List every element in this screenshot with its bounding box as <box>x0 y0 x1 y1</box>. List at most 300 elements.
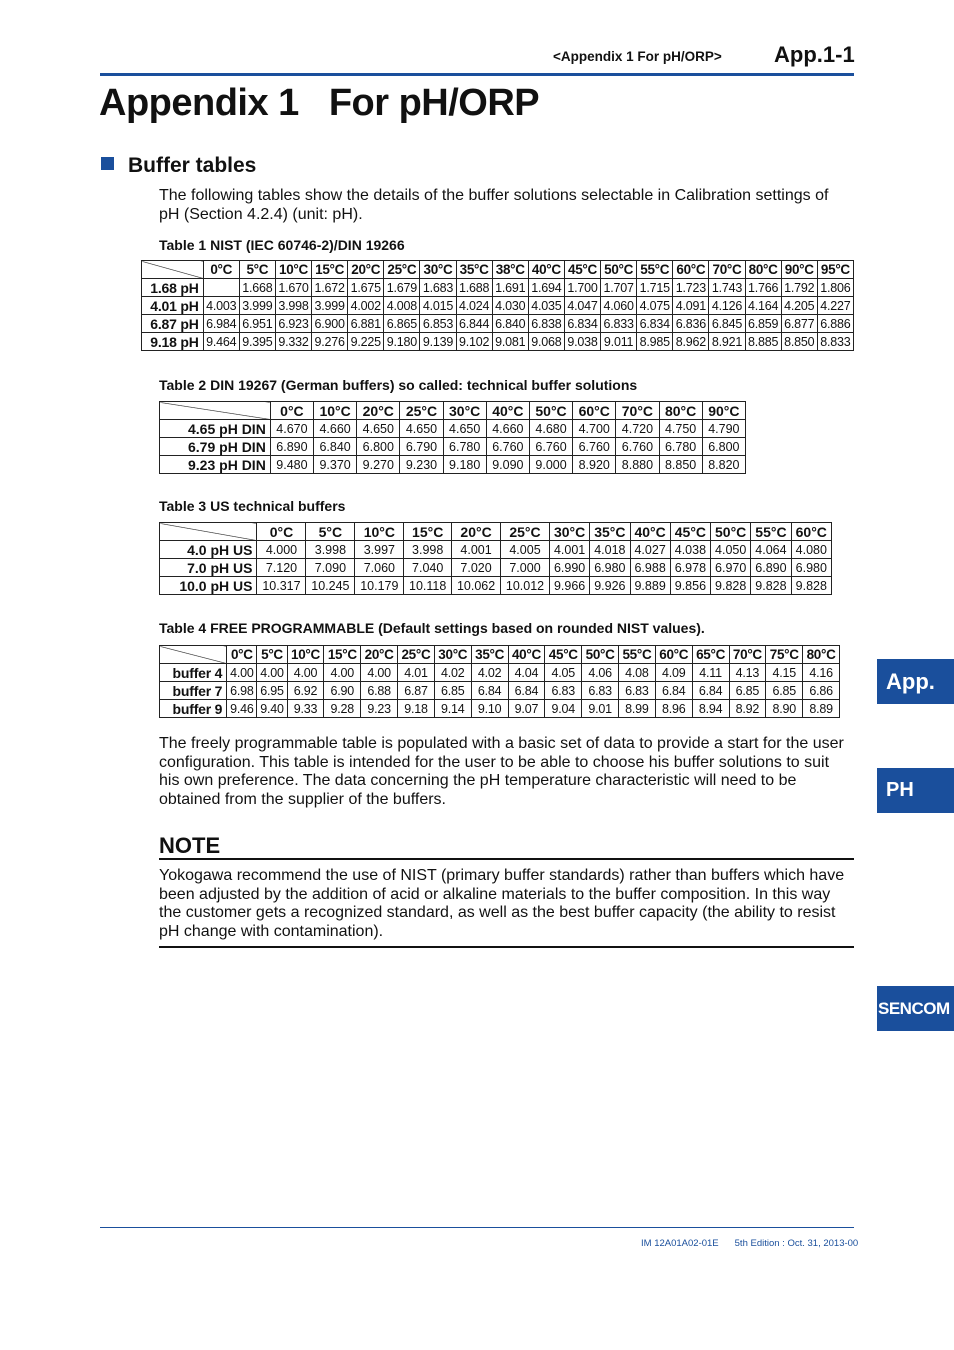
table-cell: 6.890 <box>270 438 313 456</box>
table-cell: 9.090 <box>486 456 529 474</box>
header-section-label: <Appendix 1 For pH/ORP> <box>553 49 722 64</box>
table-row <box>160 420 746 438</box>
table-cell: 9.276 <box>312 333 348 351</box>
table-cell: 8.885 <box>745 333 781 351</box>
table-cell: 6.840 <box>314 438 357 456</box>
column-header: 30°C <box>420 261 456 279</box>
table-cell: 6.838 <box>528 315 564 333</box>
column-header: 25°C <box>400 402 443 420</box>
column-header: 25°C <box>501 523 550 541</box>
table-cell: 4.000 <box>257 541 306 559</box>
table-cell: 4.091 <box>673 297 709 315</box>
table-cell: 9.10 <box>471 700 508 718</box>
column-header: 50°C <box>711 523 751 541</box>
table-cell: 6.760 <box>486 438 529 456</box>
column-header: 70°C <box>729 646 766 664</box>
note-rule-bottom <box>159 946 854 948</box>
column-header: 55°C <box>619 646 656 664</box>
table3-caption: Table 3 US technical buffers <box>159 498 346 514</box>
table-cell: 6.85 <box>434 682 471 700</box>
table-cell: 9.07 <box>508 700 545 718</box>
table-cell: 3.999 <box>239 297 275 315</box>
table-cell: 1.691 <box>492 279 528 297</box>
table-cell: 8.880 <box>616 456 659 474</box>
table-cell: 6.853 <box>420 315 456 333</box>
column-header: 90°C <box>702 402 745 420</box>
table-row <box>160 682 840 700</box>
table-cell: 6.980 <box>791 559 831 577</box>
table-cell: 8.850 <box>659 456 702 474</box>
table-cell: 9.395 <box>239 333 275 351</box>
table-cell: 6.780 <box>659 438 702 456</box>
table-cell: 7.020 <box>452 559 501 577</box>
column-header: 95°C <box>817 261 853 279</box>
table-cell: 1.688 <box>456 279 492 297</box>
table-cell: 6.760 <box>529 438 572 456</box>
table-cell: 4.06 <box>582 664 619 682</box>
table-cell: 6.865 <box>384 315 420 333</box>
intro-paragraph: The following tables show the details of the buffer solutions selectable in Calibration settings of pH (Section 4.2.4) (unit: pH). <box>159 187 829 223</box>
table-cell: 4.075 <box>637 297 673 315</box>
column-header: 90°C <box>781 261 817 279</box>
row-label: 9.23 pH DIN <box>160 456 271 474</box>
table-cell <box>203 279 239 297</box>
column-header: 60°C <box>673 261 709 279</box>
row-label: buffer 4 <box>160 664 227 682</box>
row-label: 9.18 pH <box>142 333 204 351</box>
table-cell: 4.008 <box>384 297 420 315</box>
table-cell: 9.464 <box>203 333 239 351</box>
table-cell: 4.001 <box>549 541 589 559</box>
table-cell: 4.720 <box>616 420 659 438</box>
table-cell: 6.836 <box>673 315 709 333</box>
table-cell: 4.15 <box>766 664 803 682</box>
table-cell: 4.064 <box>751 541 791 559</box>
table-cell: 9.04 <box>545 700 582 718</box>
table-cell: 9.230 <box>400 456 443 474</box>
table-cell: 4.680 <box>529 420 572 438</box>
footer-rule <box>100 1227 854 1228</box>
table-cell: 9.828 <box>791 577 831 595</box>
table-cell: 1.743 <box>709 279 745 297</box>
table-cell: 10.012 <box>501 577 550 595</box>
column-header: 45°C <box>545 646 582 664</box>
table-row <box>160 577 832 595</box>
table-cell: 4.00 <box>361 664 398 682</box>
table-cell: 4.027 <box>630 541 670 559</box>
note-rule-top <box>159 858 854 860</box>
column-header: 30°C <box>549 523 589 541</box>
table-cell: 4.09 <box>655 664 692 682</box>
table-row <box>160 541 832 559</box>
table-row <box>142 297 854 315</box>
table-cell: 4.060 <box>601 297 637 315</box>
table-cell: 6.980 <box>590 559 630 577</box>
table-cell: 4.670 <box>270 420 313 438</box>
column-header: 38°C <box>492 261 528 279</box>
column-header: 35°C <box>456 261 492 279</box>
row-label: 1.68 pH <box>142 279 204 297</box>
table-cell: 7.000 <box>501 559 550 577</box>
column-header: 0°C <box>203 261 239 279</box>
table-cell: 4.00 <box>257 664 287 682</box>
footer-doc-id: IM 12A01A02-01E <box>641 1238 719 1249</box>
table-cell: 7.040 <box>404 559 452 577</box>
column-header: 40°C <box>486 402 529 420</box>
table-cell: 9.828 <box>711 577 751 595</box>
table-cell: 4.003 <box>203 297 239 315</box>
table-cell: 6.83 <box>582 682 619 700</box>
table-cell: 6.84 <box>692 682 729 700</box>
column-header: 0°C <box>227 646 257 664</box>
column-header: 80°C <box>745 261 781 279</box>
table-cell: 6.95 <box>257 682 287 700</box>
table-cell: 4.02 <box>434 664 471 682</box>
table-cell: 6.988 <box>630 559 670 577</box>
table-cell: 9.889 <box>630 577 670 595</box>
table-cell: 8.921 <box>709 333 745 351</box>
table-cell: 4.00 <box>227 664 257 682</box>
table-row <box>142 333 854 351</box>
table-row <box>160 664 840 682</box>
column-header: 30°C <box>443 402 486 420</box>
table-cell: 8.985 <box>637 333 673 351</box>
table-cell: 1.723 <box>673 279 709 297</box>
column-header: 75°C <box>766 646 803 664</box>
table-cell: 9.926 <box>590 577 630 595</box>
table-cell: 8.820 <box>702 456 745 474</box>
row-label: 10.0 pH US <box>160 577 257 595</box>
table-cell: 4.205 <box>781 297 817 315</box>
table-cell: 6.88 <box>361 682 398 700</box>
table-cell: 6.83 <box>619 682 656 700</box>
table-cell: 8.850 <box>781 333 817 351</box>
table-cell: 9.33 <box>287 700 324 718</box>
table-cell: 4.030 <box>492 297 528 315</box>
table-row <box>160 456 746 474</box>
column-header: 10°C <box>314 402 357 420</box>
table-cell: 6.877 <box>781 315 817 333</box>
table-cell: 9.46 <box>227 700 257 718</box>
table-cell: 6.98 <box>227 682 257 700</box>
table-cell: 7.120 <box>257 559 306 577</box>
square-bullet-icon <box>101 157 114 170</box>
table-cell: 6.845 <box>709 315 745 333</box>
column-header: 5°C <box>306 523 355 541</box>
table-cell: 6.87 <box>398 682 435 700</box>
table-row <box>160 559 832 577</box>
table-cell: 6.833 <box>601 315 637 333</box>
table-cell: 4.790 <box>702 420 745 438</box>
table-cell: 8.962 <box>673 333 709 351</box>
table-cell: 8.94 <box>692 700 729 718</box>
table-cell: 1.715 <box>637 279 673 297</box>
page-title <box>99 82 539 125</box>
table-cell: 1.766 <box>745 279 781 297</box>
table-cell: 4.05 <box>545 664 582 682</box>
table-cell: 6.760 <box>616 438 659 456</box>
table-cell: 1.679 <box>384 279 420 297</box>
column-header: 55°C <box>751 523 791 541</box>
table-cell: 6.886 <box>817 315 853 333</box>
table-cell: 9.332 <box>275 333 311 351</box>
table-cell: 8.92 <box>729 700 766 718</box>
table-cell: 8.90 <box>766 700 803 718</box>
table-cell: 4.00 <box>287 664 324 682</box>
table-cell: 4.038 <box>670 541 710 559</box>
table-cell: 6.790 <box>400 438 443 456</box>
table-cell: 4.650 <box>357 420 400 438</box>
row-label: 4.65 pH DIN <box>160 420 271 438</box>
row-label: 4.0 pH US <box>160 541 257 559</box>
table-corner-cell <box>160 523 257 541</box>
table-free-programmable <box>159 645 840 718</box>
table-cell: 10.118 <box>404 577 452 595</box>
column-header: 65°C <box>692 646 729 664</box>
column-header: 60°C <box>573 402 616 420</box>
table-cell: 6.90 <box>324 682 361 700</box>
side-tab-ph[interactable]: PH <box>877 768 954 813</box>
row-label: buffer 9 <box>160 700 227 718</box>
table-cell: 4.650 <box>443 420 486 438</box>
table-cell: 3.998 <box>404 541 452 559</box>
column-header: 50°C <box>601 261 637 279</box>
table-cell: 9.828 <box>751 577 791 595</box>
table-cell: 9.139 <box>420 333 456 351</box>
column-header: 40°C <box>630 523 670 541</box>
table-cell: 8.96 <box>655 700 692 718</box>
table1-caption: Table 1 NIST (IEC 60746-2)/DIN 19266 <box>159 237 405 253</box>
table-cell: 9.081 <box>492 333 528 351</box>
footer-edition: 5th Edition : Oct. 31, 2013-00 <box>734 1238 859 1249</box>
page-title-part1: Appendix 1 <box>99 82 299 124</box>
table-cell: 6.840 <box>492 315 528 333</box>
table-cell: 1.806 <box>817 279 853 297</box>
column-header: 25°C <box>384 261 420 279</box>
table-cell: 4.001 <box>452 541 501 559</box>
table-cell: 9.180 <box>443 456 486 474</box>
table-cell: 6.951 <box>239 315 275 333</box>
column-header: 10°C <box>275 261 311 279</box>
table-cell: 4.660 <box>486 420 529 438</box>
column-header: 15°C <box>404 523 452 541</box>
table-cell: 1.700 <box>564 279 600 297</box>
table-cell: 4.015 <box>420 297 456 315</box>
column-header: 45°C <box>564 261 600 279</box>
table-corner-cell <box>142 261 204 279</box>
table-us <box>159 522 832 595</box>
table-cell: 1.792 <box>781 279 817 297</box>
table-cell: 10.317 <box>257 577 306 595</box>
table-cell: 9.14 <box>434 700 471 718</box>
column-header: 20°C <box>348 261 384 279</box>
table-header-row <box>160 523 832 541</box>
free-table-paragraph: The freely programmable table is populated with a basic set of data to provide a start for the user configuration. This table is intended for the user to be able to choose his buffer solutions to suit his own preference. The data concerning the pH temperature characteristic will need to be obtained from the supplier of the buffers. <box>159 735 844 808</box>
column-header: 45°C <box>670 523 710 541</box>
table-cell: 6.990 <box>549 559 589 577</box>
table-cell: 6.923 <box>275 315 311 333</box>
table-cell: 9.480 <box>270 456 313 474</box>
column-header: 20°C <box>452 523 501 541</box>
table-cell: 7.090 <box>306 559 355 577</box>
table-cell: 9.225 <box>348 333 384 351</box>
table-cell: 8.920 <box>573 456 616 474</box>
table-cell: 4.16 <box>803 664 840 682</box>
table-cell: 3.998 <box>275 297 311 315</box>
table-cell: 6.84 <box>655 682 692 700</box>
table-cell: 7.060 <box>355 559 404 577</box>
column-header: 0°C <box>270 402 313 420</box>
column-header: 70°C <box>709 261 745 279</box>
row-label: 7.0 pH US <box>160 559 257 577</box>
table-cell: 9.011 <box>601 333 637 351</box>
table-cell: 6.984 <box>203 315 239 333</box>
table-cell: 1.707 <box>601 279 637 297</box>
table-cell: 6.844 <box>456 315 492 333</box>
table-cell: 9.370 <box>314 456 357 474</box>
column-header: 35°C <box>590 523 630 541</box>
table-row <box>142 315 854 333</box>
table-cell: 9.23 <box>361 700 398 718</box>
table-cell: 8.89 <box>803 700 840 718</box>
table-row <box>160 438 746 456</box>
table-cell: 3.999 <box>312 297 348 315</box>
table-cell: 9.966 <box>549 577 589 595</box>
note-text: Yokogawa recommend the use of NIST (primary buffer standards) rather than buffers which have been adjusted by the addition of acid or alkaline materials to the buffer composition. In this way the customer gets a recognized standard, as well as the best buffer capacity (the ability to resist pH change with contamination). <box>159 867 845 940</box>
column-header: 60°C <box>655 646 692 664</box>
table-cell: 8.99 <box>619 700 656 718</box>
table-cell: 1.683 <box>420 279 456 297</box>
table-cell: 4.13 <box>729 664 766 682</box>
column-header: 50°C <box>529 402 572 420</box>
table-cell: 6.92 <box>287 682 324 700</box>
table-header-row <box>160 646 840 664</box>
table-cell: 4.650 <box>400 420 443 438</box>
table-cell: 4.047 <box>564 297 600 315</box>
table-cell: 9.40 <box>257 700 287 718</box>
table-cell: 4.126 <box>709 297 745 315</box>
section-heading-text: Buffer tables <box>128 154 257 177</box>
table-cell: 9.068 <box>528 333 564 351</box>
table-cell: 6.85 <box>766 682 803 700</box>
table-cell: 6.83 <box>545 682 582 700</box>
section-heading <box>101 154 256 178</box>
column-header: 15°C <box>324 646 361 664</box>
table-cell: 3.998 <box>306 541 355 559</box>
column-header: 30°C <box>434 646 471 664</box>
table-cell: 6.84 <box>471 682 508 700</box>
table-cell: 9.000 <box>529 456 572 474</box>
side-tab-app[interactable]: App. <box>877 659 954 704</box>
table-cell: 6.85 <box>729 682 766 700</box>
column-header: 80°C <box>803 646 840 664</box>
table-cell: 4.02 <box>471 664 508 682</box>
table-cell: 10.245 <box>306 577 355 595</box>
header-rule <box>100 73 854 76</box>
table-cell: 9.102 <box>456 333 492 351</box>
column-header: 5°C <box>239 261 275 279</box>
column-header: 20°C <box>361 646 398 664</box>
table-cell: 6.970 <box>711 559 751 577</box>
footer <box>641 1238 858 1249</box>
table-cell: 6.890 <box>751 559 791 577</box>
column-header: 55°C <box>637 261 673 279</box>
table-cell: 4.080 <box>791 541 831 559</box>
table-cell: 4.01 <box>398 664 435 682</box>
row-label: buffer 7 <box>160 682 227 700</box>
column-header: 70°C <box>616 402 659 420</box>
side-tab-sencom[interactable]: SENCOM <box>877 986 954 1031</box>
header-page-code: App.1-1 <box>774 42 855 67</box>
column-header: 10°C <box>355 523 404 541</box>
table-row <box>160 700 840 718</box>
table-cell: 4.005 <box>501 541 550 559</box>
table-din <box>159 401 746 474</box>
table-row <box>142 279 854 297</box>
table-cell: 4.018 <box>590 541 630 559</box>
table-cell: 4.227 <box>817 297 853 315</box>
table-cell: 6.84 <box>508 682 545 700</box>
table-nist <box>141 260 854 351</box>
column-header: 10°C <box>287 646 324 664</box>
column-header: 0°C <box>257 523 306 541</box>
table-cell: 1.675 <box>348 279 384 297</box>
table-cell: 4.700 <box>573 420 616 438</box>
table4-caption: Table 4 FREE PROGRAMMABLE (Default settings based on rounded NIST values). <box>159 620 705 636</box>
table-cell: 1.670 <box>275 279 311 297</box>
column-header: 60°C <box>791 523 831 541</box>
table-cell: 6.800 <box>702 438 745 456</box>
table-cell: 8.833 <box>817 333 853 351</box>
column-header: 80°C <box>659 402 702 420</box>
table-cell: 4.00 <box>324 664 361 682</box>
table-cell: 4.08 <box>619 664 656 682</box>
column-header: 40°C <box>528 261 564 279</box>
table-cell: 9.180 <box>384 333 420 351</box>
table-cell: 6.881 <box>348 315 384 333</box>
column-header: 20°C <box>357 402 400 420</box>
table-corner-cell <box>160 646 227 664</box>
table-cell: 10.179 <box>355 577 404 595</box>
table-cell: 6.834 <box>637 315 673 333</box>
table-cell: 4.050 <box>711 541 751 559</box>
table-cell: 1.668 <box>239 279 275 297</box>
table-cell: 9.270 <box>357 456 400 474</box>
table-cell: 4.750 <box>659 420 702 438</box>
table-cell: 10.062 <box>452 577 501 595</box>
table-cell: 1.672 <box>312 279 348 297</box>
table-cell: 9.28 <box>324 700 361 718</box>
table-cell: 6.86 <box>803 682 840 700</box>
table-cell: 6.834 <box>564 315 600 333</box>
column-header: 25°C <box>398 646 435 664</box>
table-cell: 6.978 <box>670 559 710 577</box>
row-label: 6.87 pH <box>142 315 204 333</box>
table-cell: 6.780 <box>443 438 486 456</box>
table-corner-cell <box>160 402 271 420</box>
column-header: 5°C <box>257 646 287 664</box>
table-header-row <box>160 402 746 420</box>
column-header: 40°C <box>508 646 545 664</box>
table-cell: 6.760 <box>573 438 616 456</box>
table-cell: 3.997 <box>355 541 404 559</box>
table-cell: 4.11 <box>692 664 729 682</box>
table-cell: 4.035 <box>528 297 564 315</box>
row-label: 4.01 pH <box>142 297 204 315</box>
note-title: NOTE <box>159 833 221 858</box>
table-cell: 9.18 <box>398 700 435 718</box>
table-cell: 4.04 <box>508 664 545 682</box>
